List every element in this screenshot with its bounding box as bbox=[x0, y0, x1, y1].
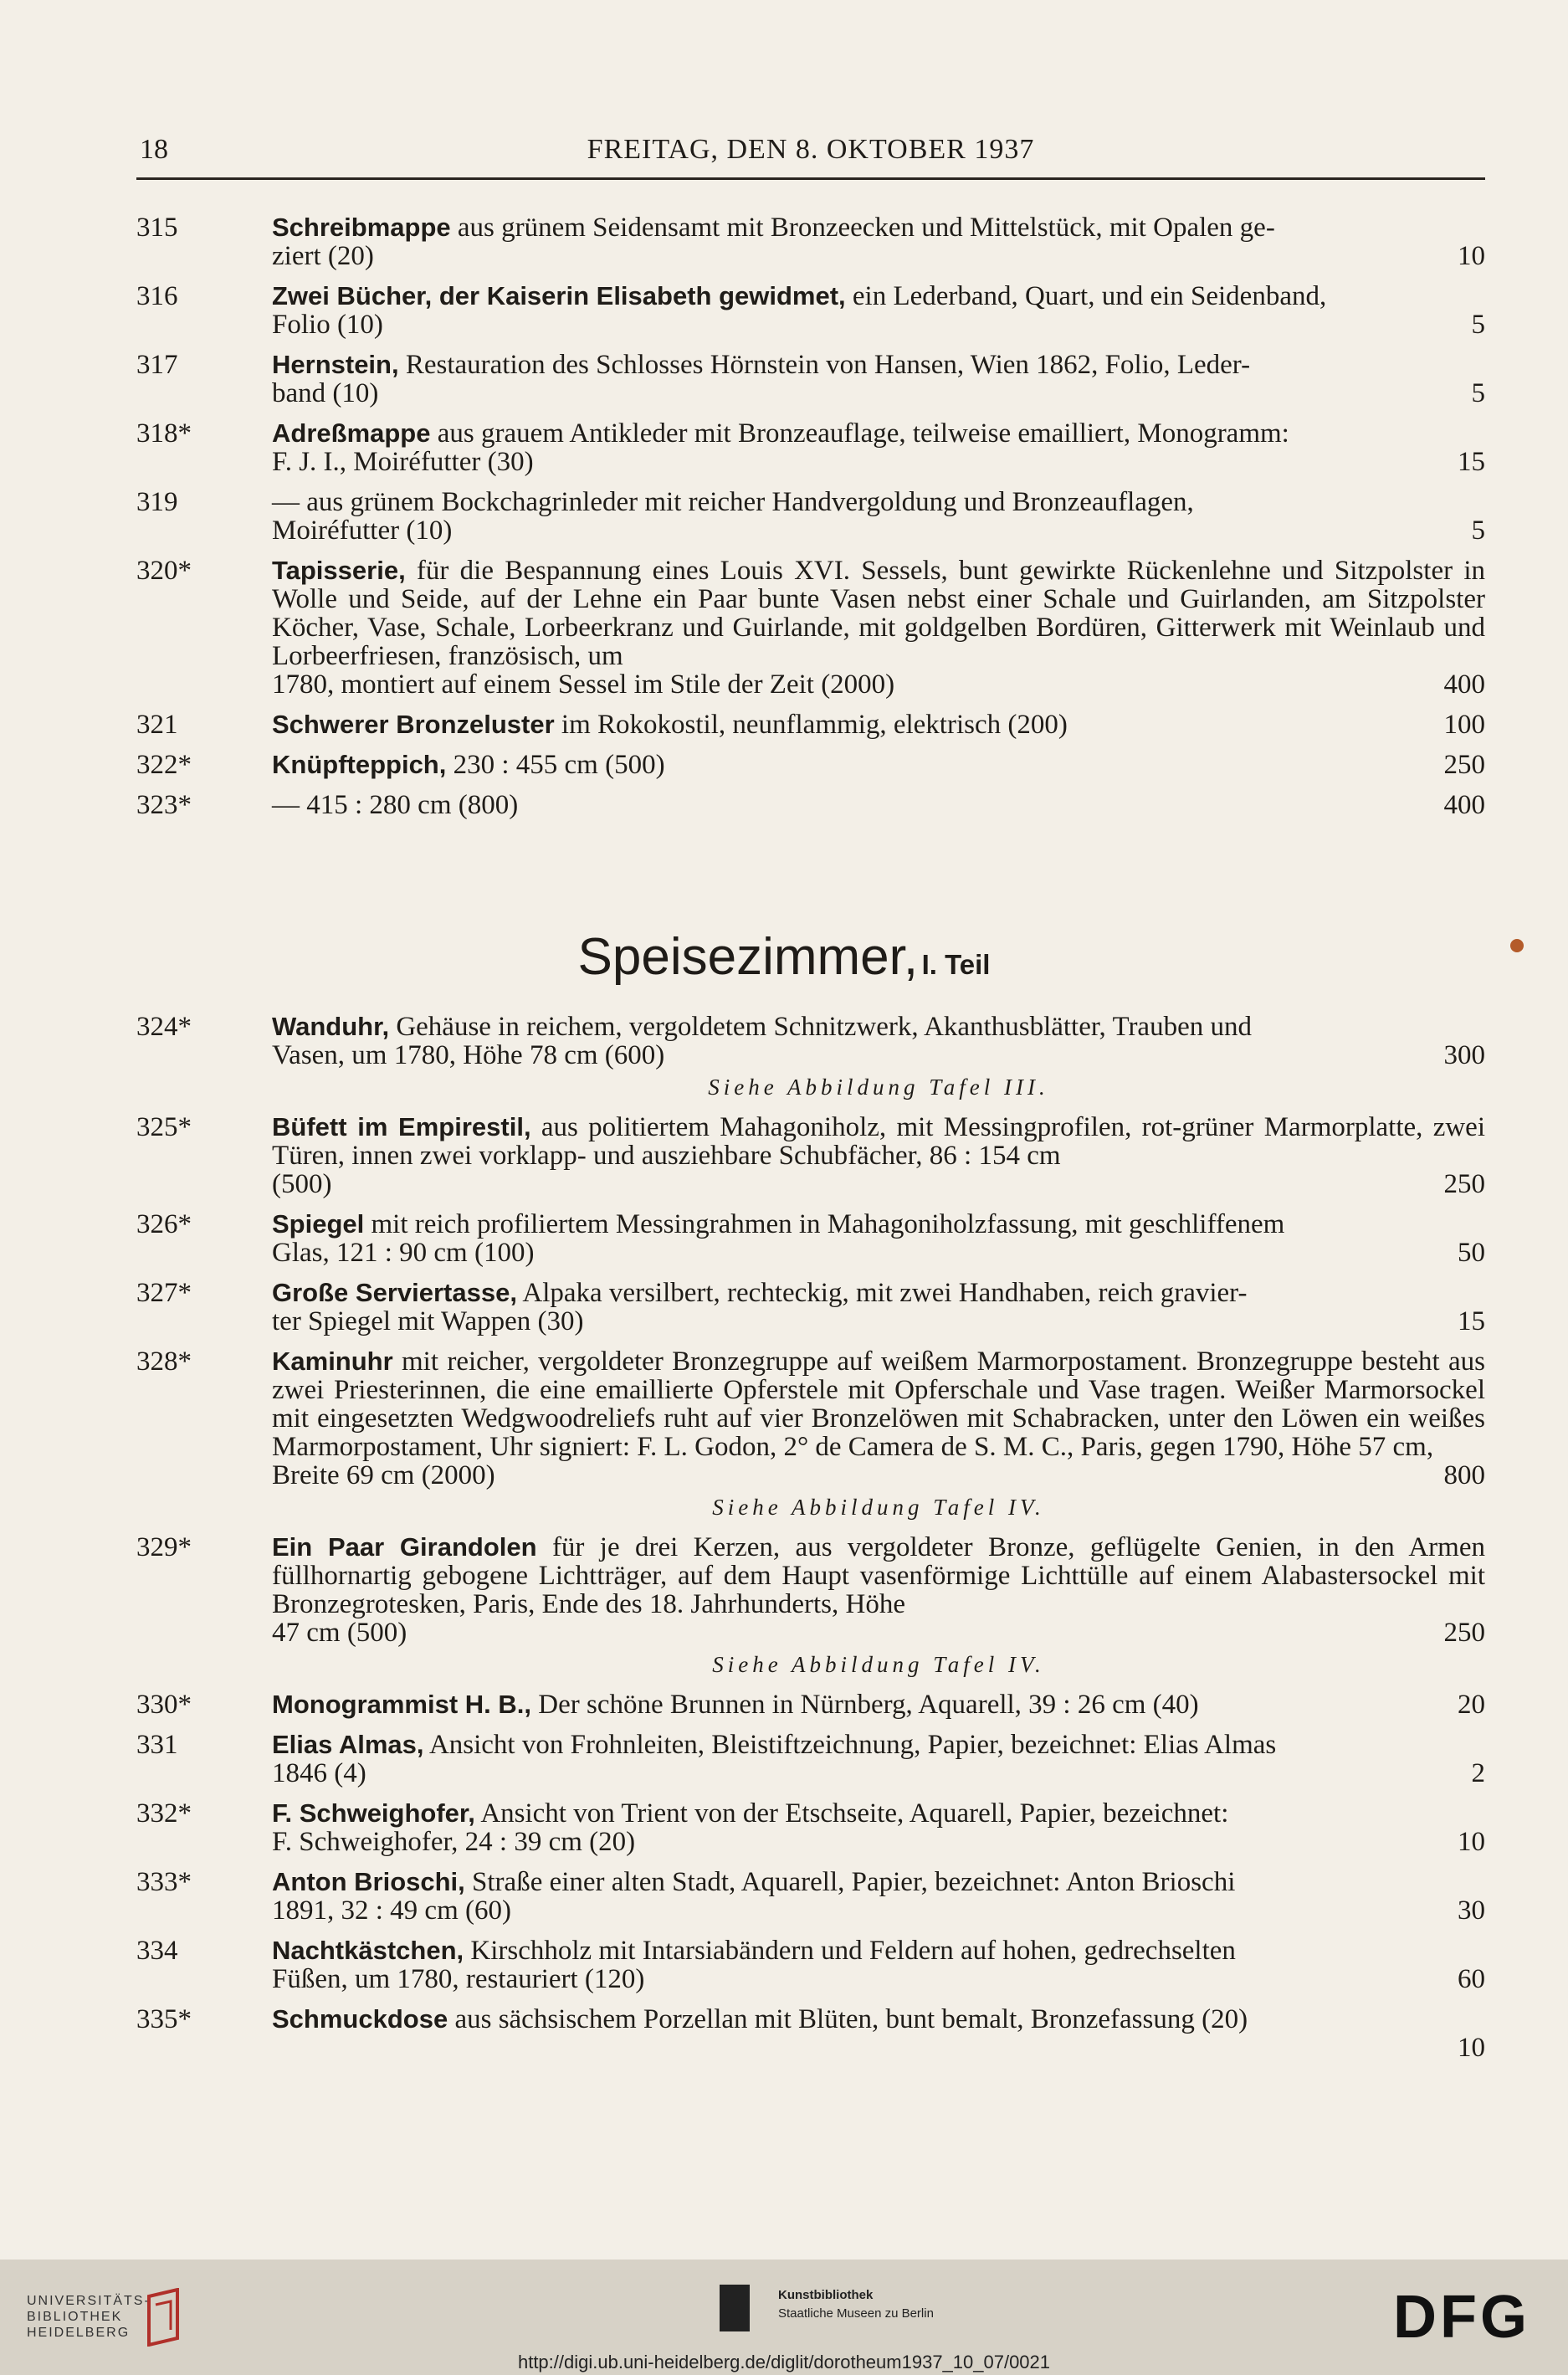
source-url[interactable]: http://digi.ub.uni-heidelberg.de/diglit/dorotheum1937_10_07/0021 bbox=[517, 2352, 1051, 2372]
lot-last-line-text: F. J. I., Moiréfutter (30) bbox=[272, 447, 534, 477]
lot-entry bbox=[136, 1210, 1485, 1267]
lot-text: aus grünem Seidensamt mit Bronzeecken und Mittelstück, mit Opalen ge- bbox=[450, 213, 1275, 243]
lot-last-line-text: 230 : 455 cm (500) bbox=[446, 750, 665, 780]
lot-title: Ein Paar Girandolen bbox=[272, 1532, 537, 1562]
lot-entry bbox=[136, 1936, 1485, 1993]
lot-line-wrap bbox=[272, 751, 665, 779]
lot-last-line-text: 1780, montiert auf einem Sessel im Stile der Zeit (2000) bbox=[272, 669, 895, 700]
lot-title: Kaminuhr bbox=[272, 1347, 393, 1376]
kunstbibliothek-label bbox=[778, 2286, 934, 2323]
university-emblem-icon bbox=[141, 2288, 186, 2347]
lot-title: Elias Almas, bbox=[272, 1730, 424, 1759]
lot-text: für die Bespannung eines Louis XVI. Sessels, bunt gewirkte Rückenlehne und Sitzpolster in Wolle und Seide, auf der Lehne ein Paar bunte Vasen nebst einer Schale und Guirlanden, am Sitzpolster Köcher, Vase, Schale, Lorbeerkranz und Guirlande, mit goldgelben Bordüren, Gitterwerk mit Weinlaub und Lorbeerfriesen, französisch, um bbox=[272, 556, 1485, 671]
lot-title: Nachtkästchen, bbox=[272, 1936, 464, 1965]
lot-text: — aus grünem Bockchagrinleder mit reicher Handvergoldung und Bronzeauflagen, bbox=[272, 487, 1194, 517]
running-head: FREITAG, DEN 8. OKTOBER 1937 bbox=[587, 134, 1035, 165]
lot-number: 315 bbox=[136, 213, 178, 243]
lot-number: 334 bbox=[136, 1936, 178, 1966]
lot-last-line-text: Folio (10) bbox=[272, 310, 383, 340]
lot-number: 319 bbox=[136, 487, 178, 517]
lot-description bbox=[272, 1731, 1485, 1788]
lot-last-line-text: 47 cm (500) bbox=[272, 1618, 407, 1648]
lot-list-bottom bbox=[136, 1013, 1485, 2074]
lot-last-line-text: (500) bbox=[272, 1169, 332, 1199]
section-subtitle: I. Teil bbox=[921, 949, 991, 980]
lot-entry bbox=[136, 1690, 1485, 1719]
lot-entry bbox=[136, 1868, 1485, 1925]
lot-text: Gehäuse in reichem, vergoldetem Schnitzwerk, Akanthusblätter, Trauben und bbox=[389, 1012, 1252, 1042]
lot-description bbox=[272, 1013, 1485, 1101]
lot-last-line bbox=[272, 2034, 1485, 2062]
lot-last-line bbox=[272, 1041, 1485, 1070]
page-header bbox=[136, 134, 1485, 180]
kunstbibliothek-logo-icon bbox=[720, 2285, 750, 2331]
lot-number: 320* bbox=[136, 556, 192, 586]
lot-last-line bbox=[272, 1170, 1485, 1198]
lot-number: 322* bbox=[136, 750, 192, 780]
lot-last-line-text: Breite 69 cm (2000) bbox=[272, 1460, 495, 1490]
lot-last-line-text: im Rokokostil, neunflammig, elektrisch (200) bbox=[554, 710, 1068, 740]
lot-list-top bbox=[136, 213, 1485, 831]
lot-price: 250 bbox=[1443, 750, 1485, 780]
lot-description bbox=[272, 710, 1485, 739]
lot-text: aus grauem Antikleder mit Bronzeauflage, teilweise emailliert, Monogramm: bbox=[430, 418, 1289, 449]
plate-reference: Siehe Abbildung Tafel IV. bbox=[712, 1495, 1045, 1520]
lot-last-line bbox=[272, 1965, 1485, 1993]
lot-price: 20 bbox=[1458, 1690, 1485, 1720]
lot-price: 15 bbox=[1458, 447, 1485, 477]
kb-subtitle: Staatliche Museen zu Berlin bbox=[778, 2306, 934, 2321]
section-title: Speisezimmer, bbox=[577, 928, 919, 986]
lot-description bbox=[272, 2005, 1485, 2062]
lot-text: mit reicher, vergoldeter Bronzegruppe auf weißem Marmorpostament. Bronzegruppe besteht aus zwei Priesterinnen, die eine emaillierte Opferstele mit Opferschale und Vase tragen. Weißer Marmorsockel mit eingesetzten Wedgwoodreliefs ruht auf vier Bronzelöwen mit Schabracken, unter den Löwen ein weißes Marmorpostament, Uhr signiert: F. L. Godon, 2° de Camera de S. M. C., Paris, gegen 1790, Höhe 57 cm, bbox=[272, 1347, 1485, 1462]
lot-description bbox=[272, 419, 1485, 476]
lot-text: für je drei Kerzen, aus vergoldeter Bronze, geflügelte Genien, in den Armen füllhornartig gebogene Lichtträger, auf dem Haupt vasenförmige Lichttülle auf einem Alabastersockel mit Bronzegrotesken, Paris, Ende des 18. Jahrhunderts, Höhe bbox=[272, 1532, 1485, 1619]
lot-title: Zwei Bücher, der Kaiserin Elisabeth gewidmet, bbox=[272, 281, 846, 310]
lot-last-line bbox=[272, 1690, 1485, 1719]
lot-description bbox=[272, 791, 1485, 819]
lot-text: Kirschholz mit Intarsiabändern und Feldern auf hohen, gedrechselten bbox=[464, 1936, 1236, 1966]
lot-price: 50 bbox=[1458, 1238, 1485, 1268]
lot-number: 329* bbox=[136, 1532, 192, 1562]
lot-price: 800 bbox=[1443, 1460, 1485, 1490]
plate-reference: Siehe Abbildung Tafel IV. bbox=[712, 1652, 1045, 1677]
lot-entry bbox=[136, 351, 1485, 408]
lot-price: 5 bbox=[1471, 516, 1485, 546]
lot-price: 400 bbox=[1443, 669, 1485, 700]
lot-number: 316 bbox=[136, 281, 178, 311]
lot-description bbox=[272, 557, 1485, 699]
lot-title: F. Schweighofer, bbox=[272, 1798, 475, 1828]
lot-last-line-text: Der schöne Brunnen in Nürnberg, Aquarell, 39 : 26 cm (40) bbox=[531, 1690, 1199, 1720]
lot-number: 333* bbox=[136, 1867, 192, 1897]
lot-entry bbox=[136, 1533, 1485, 1679]
lot-title: Adreßmappe bbox=[272, 418, 431, 448]
lot-price: 30 bbox=[1458, 1895, 1485, 1926]
lot-last-line-text: 1891, 32 : 49 cm (60) bbox=[272, 1895, 511, 1926]
lot-entry bbox=[136, 557, 1485, 699]
lot-last-line-text: ziert (20) bbox=[272, 241, 374, 271]
uni-line-2: BIBLIOTHEK bbox=[27, 2310, 123, 2324]
lot-last-line bbox=[272, 310, 1485, 339]
page-number: 18 bbox=[140, 134, 168, 165]
lot-last-line-text: Vasen, um 1780, Höhe 78 cm (600) bbox=[272, 1040, 665, 1070]
lot-last-line bbox=[272, 1239, 1485, 1267]
lot-price: 300 bbox=[1443, 1040, 1485, 1070]
lot-line-wrap bbox=[272, 710, 1068, 739]
lot-entry bbox=[136, 1113, 1485, 1198]
lot-description bbox=[272, 213, 1485, 270]
lot-entry bbox=[136, 1013, 1485, 1101]
lot-number: 328* bbox=[136, 1347, 192, 1377]
lot-title: Tapisserie, bbox=[272, 556, 406, 585]
lot-text: Ansicht von Trient von der Etschseite, Aquarell, Papier, bezeichnet: bbox=[474, 1798, 1229, 1829]
lot-text: ein Lederband, Quart, und ein Seidenband, bbox=[845, 281, 1327, 311]
lot-title: Monogrammist H. B., bbox=[272, 1690, 532, 1719]
lot-last-line bbox=[272, 791, 1485, 819]
lot-last-line bbox=[272, 751, 1485, 779]
digitization-footer bbox=[0, 2260, 1568, 2375]
lot-last-line bbox=[272, 1759, 1485, 1788]
lot-text: Ansicht von Frohnleiten, Bleistiftzeichnung, Papier, bezeichnet: Elias Almas bbox=[423, 1730, 1277, 1760]
lot-price: 250 bbox=[1443, 1618, 1485, 1648]
lot-price: 2 bbox=[1471, 1758, 1485, 1788]
lot-number: 326* bbox=[136, 1209, 192, 1239]
kb-title: Kunstbibliothek bbox=[778, 2288, 874, 2302]
uni-line-3: HEIDELBERG bbox=[27, 2326, 131, 2340]
lot-title: Schreibmappe bbox=[272, 213, 451, 242]
lot-description bbox=[272, 1799, 1485, 1856]
lot-text: mit reich profiliertem Messingrahmen in Mahagoniholzfassung, mit geschliffenem bbox=[364, 1209, 1285, 1239]
lot-description bbox=[272, 488, 1485, 545]
lot-text: Restauration des Schlosses Hörnstein von Hansen, Wien 1862, Folio, Leder- bbox=[398, 350, 1251, 380]
lot-last-line-text: F. Schweighofer, 24 : 39 cm (20) bbox=[272, 1827, 636, 1857]
lot-price: 15 bbox=[1458, 1306, 1485, 1336]
lot-entry bbox=[136, 1347, 1485, 1521]
lot-description bbox=[272, 1279, 1485, 1336]
lot-number: 332* bbox=[136, 1798, 192, 1829]
lot-entry bbox=[136, 710, 1485, 739]
lot-description bbox=[272, 1347, 1485, 1521]
lot-number: 321 bbox=[136, 710, 178, 740]
lot-price: 10 bbox=[1458, 241, 1485, 271]
lot-title: Spiegel bbox=[272, 1209, 365, 1239]
lot-last-line bbox=[272, 1828, 1485, 1856]
lot-text: aus sächsischem Porzellan mit Blüten, bunt bemalt, Bronzefassung (20) bbox=[448, 2004, 1248, 2034]
plate-reference: Siehe Abbildung Tafel III. bbox=[708, 1075, 1049, 1100]
dfg-logo: DFG bbox=[1393, 2284, 1530, 2351]
university-library-logo bbox=[27, 2293, 151, 2341]
lot-number: 325* bbox=[136, 1112, 192, 1142]
lot-price: 100 bbox=[1443, 710, 1485, 740]
lot-last-line-text: band (10) bbox=[272, 378, 379, 408]
lot-number: 324* bbox=[136, 1012, 192, 1042]
lot-text: aus politiertem Mahagoniholz, mit Messingprofilen, rot-grüner Marmorplatte, zwei Türen, innen zwei vorklapp- und ausziehbare Schubfächer, 86 : 154 cm bbox=[272, 1112, 1486, 1171]
lot-last-line bbox=[272, 1618, 1485, 1647]
lot-entry bbox=[136, 282, 1485, 339]
lot-last-line-text: Moiréfutter (10) bbox=[272, 516, 453, 546]
lot-last-line bbox=[272, 1307, 1485, 1336]
lot-title: Büfett im Empirestil, bbox=[272, 1112, 531, 1141]
lot-description bbox=[272, 1690, 1485, 1719]
lot-last-line bbox=[272, 670, 1485, 699]
lot-number: 318* bbox=[136, 418, 192, 449]
lot-description bbox=[272, 1210, 1485, 1267]
lot-description bbox=[272, 282, 1485, 339]
lot-number: 327* bbox=[136, 1278, 192, 1308]
lot-entry bbox=[136, 1279, 1485, 1336]
lot-price: 5 bbox=[1471, 310, 1485, 340]
margin-dot bbox=[1510, 939, 1524, 952]
lot-last-line bbox=[272, 516, 1485, 545]
lot-title: Schmuckdose bbox=[272, 2004, 448, 2034]
lot-entry bbox=[136, 751, 1485, 779]
lot-last-line bbox=[272, 1461, 1485, 1490]
lot-title: Hernstein, bbox=[272, 350, 399, 379]
lot-title: Große Serviertasse, bbox=[272, 1278, 517, 1307]
lot-description bbox=[272, 1868, 1485, 1925]
lot-entry bbox=[136, 488, 1485, 545]
lot-number: 330* bbox=[136, 1690, 192, 1720]
lot-price: 400 bbox=[1443, 790, 1485, 820]
lot-price: 10 bbox=[1458, 2033, 1485, 2063]
lot-text: Alpaka versilbert, rechteckig, mit zwei Handhaben, reich gravier- bbox=[516, 1278, 1248, 1308]
lot-price: 10 bbox=[1458, 1827, 1485, 1857]
lot-last-line-text: ter Spiegel mit Wappen (30) bbox=[272, 1306, 584, 1336]
lot-last-line bbox=[272, 1896, 1485, 1925]
lot-title: Schwerer Bronzeluster bbox=[272, 710, 555, 739]
lot-number: 323* bbox=[136, 790, 192, 820]
lot-last-line bbox=[272, 242, 1485, 270]
lot-entry bbox=[136, 1799, 1485, 1856]
lot-entry bbox=[136, 1731, 1485, 1788]
lot-description bbox=[272, 1113, 1485, 1198]
lot-number: 331 bbox=[136, 1730, 178, 1760]
lot-line-wrap bbox=[272, 1690, 1199, 1719]
lot-entry bbox=[136, 791, 1485, 819]
lot-entry bbox=[136, 419, 1485, 476]
lot-title: Knüpfteppich, bbox=[272, 750, 447, 779]
lot-description bbox=[272, 1533, 1485, 1679]
section-heading bbox=[0, 927, 1568, 987]
lot-description bbox=[272, 751, 1485, 779]
lot-last-line-text: 1846 (4) bbox=[272, 1758, 366, 1788]
lot-entry bbox=[136, 213, 1485, 270]
lot-last-line-text: Glas, 121 : 90 cm (100) bbox=[272, 1238, 535, 1268]
lot-description bbox=[272, 1936, 1485, 1993]
lot-last-line bbox=[272, 379, 1485, 408]
lot-price: 250 bbox=[1443, 1169, 1485, 1199]
lot-number: 335* bbox=[136, 2004, 192, 2034]
lot-last-line-text: — 415 : 280 cm (800) bbox=[272, 790, 519, 820]
lot-description bbox=[272, 351, 1485, 408]
lot-last-line bbox=[272, 710, 1485, 739]
lot-title: Wanduhr, bbox=[272, 1012, 390, 1041]
lot-price: 5 bbox=[1471, 378, 1485, 408]
lot-entry bbox=[136, 2005, 1485, 2062]
uni-line-1: UNIVERSITÄTS- bbox=[27, 2294, 151, 2308]
lot-last-line-text: Füßen, um 1780, restauriert (120) bbox=[272, 1964, 645, 1994]
lot-last-line bbox=[272, 448, 1485, 476]
lot-text: Straße einer alten Stadt, Aquarell, Papier, bezeichnet: Anton Brioschi bbox=[464, 1867, 1236, 1897]
lot-price: 60 bbox=[1458, 1964, 1485, 1994]
lot-number: 317 bbox=[136, 350, 178, 380]
lot-title: Anton Brioschi, bbox=[272, 1867, 465, 1896]
